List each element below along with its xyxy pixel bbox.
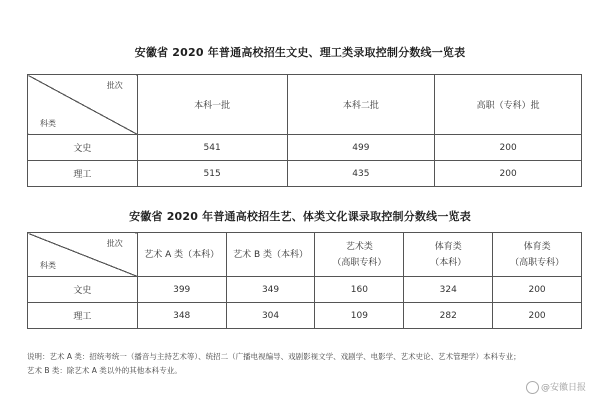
row-label: 文史 — [28, 277, 138, 303]
column-header — [315, 233, 404, 277]
table-cell: 304 — [226, 303, 315, 329]
cutoff-table-arts-science — [27, 74, 582, 187]
column-header-line2: （本科） — [430, 257, 467, 268]
column-header: 高职（专科）批 — [435, 75, 582, 135]
table-cell: 499 — [287, 135, 435, 161]
column-header-line1: 体育类 — [434, 241, 462, 252]
header-category-label: 科类 — [40, 119, 56, 128]
table-cell: 200 — [435, 161, 582, 187]
table-cell: 348 — [137, 303, 226, 329]
column-header — [493, 233, 582, 277]
row-label: 理工 — [28, 303, 138, 329]
table-cell: 515 — [137, 161, 287, 187]
column-header-line1: 艺术 B 类（本科） — [233, 249, 308, 260]
table-cell: 324 — [404, 277, 493, 303]
table-cell: 200 — [493, 303, 582, 329]
footnote-line2: 艺术 B 类：除艺术 A 类以外的其他本科专业。 — [27, 366, 182, 375]
diagonal-header-cell — [28, 233, 138, 277]
column-header: 本科一批 — [137, 75, 287, 135]
column-header — [137, 233, 226, 277]
table-row — [28, 161, 582, 187]
column-header-line1: 体育类 — [523, 241, 551, 252]
table-cell: 160 — [315, 277, 404, 303]
header-category-label: 科类 — [40, 261, 56, 270]
row-label: 理工 — [28, 161, 138, 187]
table-row — [28, 277, 582, 303]
watermark-text: @安徽日报 — [540, 383, 586, 393]
table-cell: 399 — [137, 277, 226, 303]
column-header-line2: （高职专科） — [332, 257, 387, 268]
table1-title: 安徽省 2020 年普通高校招生文史、理工类录取控制分数线一览表 — [134, 46, 466, 59]
table-header-row — [28, 75, 582, 135]
table-cell: 200 — [435, 135, 582, 161]
footnote-line1: 说明：艺术 A 类：招统考统一（播音与主持艺术等）、统招二（广播电视编导、戏剧影视文学、戏剧学、电影学、艺术史论、艺术管理学）本科专业； — [27, 352, 521, 361]
table-row — [28, 135, 582, 161]
cutoff-table-art-sports — [27, 232, 582, 329]
table-cell: 435 — [287, 161, 435, 187]
column-header — [404, 233, 493, 277]
table-cell: 282 — [404, 303, 493, 329]
column-header-line1: 艺术 A 类（本科） — [144, 249, 220, 260]
table2-title: 安徽省 2020 年普通高校招生艺、体类文化课录取控制分数线一览表 — [129, 210, 471, 223]
table-row — [28, 303, 582, 329]
table-cell: 349 — [226, 277, 315, 303]
diagonal-header-cell — [28, 75, 138, 135]
table-cell: 200 — [493, 277, 582, 303]
watermark — [526, 380, 586, 394]
column-header-line2: （高职专科） — [510, 257, 565, 268]
table-header-row — [28, 233, 582, 277]
column-header-line1: 艺术类 — [345, 241, 373, 252]
table-cell: 109 — [315, 303, 404, 329]
weibo-icon — [526, 381, 539, 394]
row-label: 文史 — [28, 135, 138, 161]
table-cell: 541 — [137, 135, 287, 161]
column-header — [226, 233, 315, 277]
header-batch-label: 批次 — [106, 81, 123, 90]
header-batch-label: 批次 — [106, 239, 123, 248]
column-header: 本科二批 — [287, 75, 435, 135]
footnote — [27, 350, 587, 378]
